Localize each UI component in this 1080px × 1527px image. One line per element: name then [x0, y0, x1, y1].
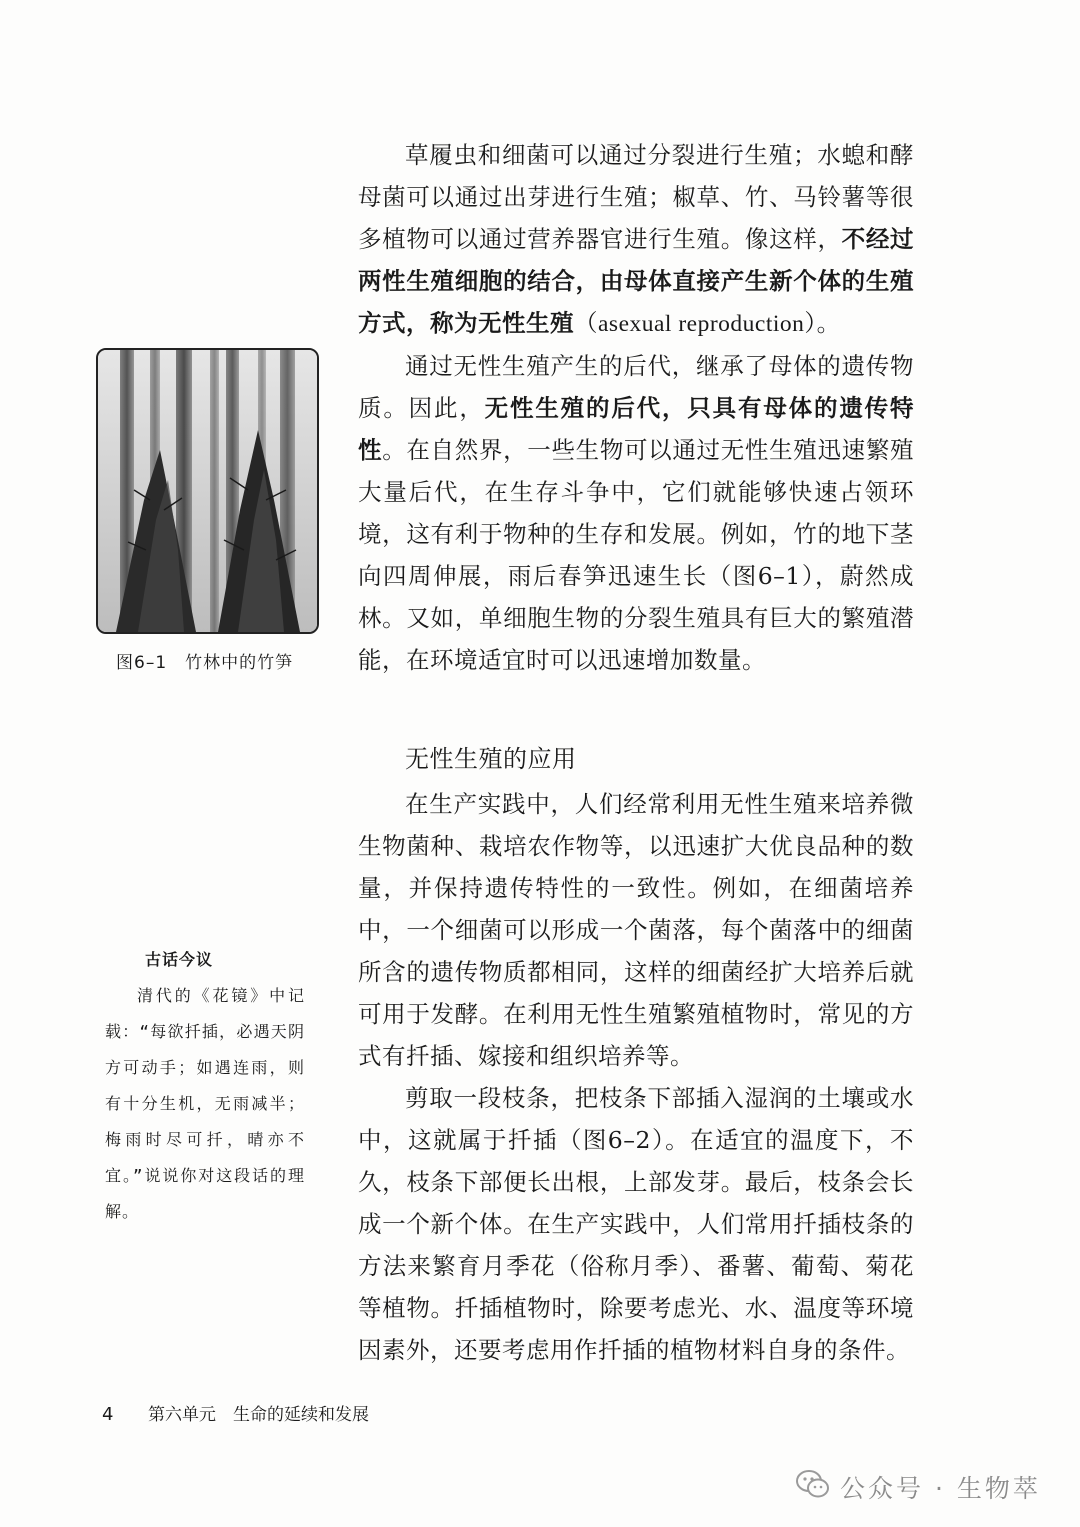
page-footer	[102, 1400, 369, 1425]
unit-title: 第六单元 生命的延续和发展	[148, 1405, 369, 1425]
paragraph-text: 草履虫和细菌可以通过分裂进行生殖；水螅和酵母菌可以通过出芽进行生殖；椒草、竹、马铃薯等很多植物可以通过营养器官进行生殖。像这样，	[358, 141, 914, 253]
figure-bamboo-shoots-photo	[96, 348, 319, 634]
paragraph-applications: 在生产实践中，人们经常利用无性生殖来培养微生物菌种、栽培农作物等，以迅速扩大优良品种的数量，并保持遗传特性的一致性。例如，在细菌培养中，一个细菌可以形成一个菌落，每个菌落中的细菌所含的遗传物质都相同，这样的细菌经扩大培养后就可用于发酵。在利用无性生殖繁殖植物时，常见的方式有扦插、嫁接和组织培养等。	[358, 790, 914, 1070]
bamboo-shoots-illustration	[98, 350, 317, 632]
page-number: 4	[102, 1404, 114, 1425]
key-point-bold-text: 无性生殖的后代，只具有母体的遗传特性	[358, 394, 915, 464]
paragraph-text: 通过无性生殖产生的后代，继承了母体的遗传物质。因此，	[358, 352, 914, 422]
main-text-column	[358, 134, 914, 1371]
paragraph-cutting: 剪取一段枝条，把枝条下部插入湿润的土壤或水中，这就属于扦插（图6–2）。在适宜的温度下，不久，枝条下部便长出根，上部发芽。最后，枝条会长成一个新个体。在生产实践中，人们常用扦插枝条的方法来繁育月季花（俗称月季）、番薯、葡萄、菊花等植物。扦插植物时，除要考虑光、水、温度等环境因素外，还要考虑用作扦插的植物材料自身的条件。	[358, 1084, 914, 1364]
paren-close: ）。	[804, 309, 841, 337]
english-term: asexual reproduction	[598, 311, 805, 337]
paragraph-text: 。在自然界，一些生物可以通过无性生殖迅速繁殖大量后代，在生存斗争中，它们就能够快速占领环境，这有利于物种的生存和发展。例如，竹的地下茎向四周伸展，雨后春笋迅速生长（图6–1），蔚然成林。又如，单细胞生物的分裂生殖具有巨大的繁殖潜能，在环境适宜时可以迅速增加数量。	[358, 436, 915, 674]
sidebar-title: 古话今议	[145, 950, 214, 969]
sidebar-body: 清代的《花镜》中记载：“每欲扦插，必遇天阴方可动手；如遇连雨，则有十分生机，无雨减半；梅雨时尽可扦，晴亦不宜。”说说你对这段话的理解。	[105, 986, 305, 1221]
paragraph-asexual-definition	[358, 134, 914, 345]
sidebar-ancient-saying	[105, 942, 305, 1230]
wechat-icon	[796, 1469, 830, 1505]
section-title: 无性生殖的应用	[405, 745, 577, 773]
watermark	[796, 1469, 1041, 1505]
paragraph-offspring	[358, 345, 914, 681]
figure-caption: 图6–1 竹林中的竹笋	[116, 653, 294, 673]
paren-open: （	[574, 309, 598, 337]
definition-bold-text: 不经过两性生殖细胞的结合，由母体直接产生新个体的生殖方式，称为无性生殖	[358, 225, 915, 337]
watermark-text: 公众号 · 生物萃	[840, 1474, 1041, 1503]
